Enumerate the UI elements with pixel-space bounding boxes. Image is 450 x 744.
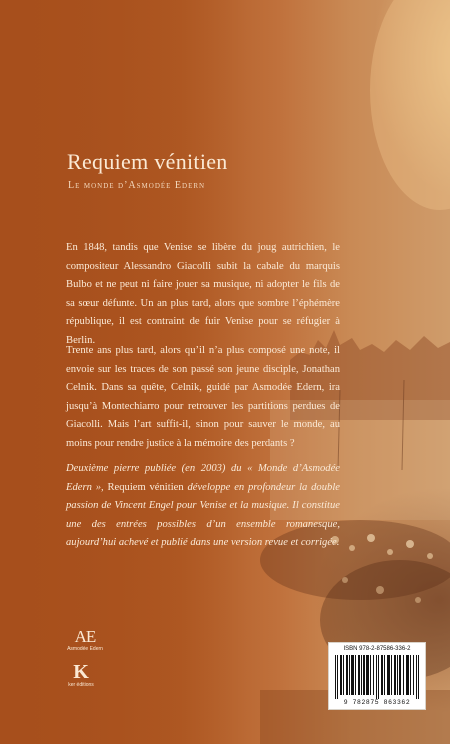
blurb-paragraph (66, 460, 340, 553)
ae-monogram: AE (74, 627, 96, 646)
asmodee-edern-logo (65, 628, 105, 653)
ker-monogram: K (73, 661, 89, 683)
ker-logo-label: ker éditions (68, 682, 94, 688)
isbn-barcode-box (328, 642, 426, 710)
book-title: Requiem vénitien (67, 149, 228, 174)
series-subtitle: Le monde d’Asmodée Edern (68, 180, 206, 191)
barcode-digits: 9 782875 863362 (343, 699, 411, 706)
blurb-book-title: Requiem vénitien (107, 481, 184, 493)
barcode (333, 655, 421, 699)
ker-editions-logo (64, 662, 98, 689)
synopsis-paragraph-1: En 1848, tandis que Venise se libère du joug autrichien, le compositeur Alessandro Giacolli subit la cabale du marquis Bulbo et ne peut ni faire jouer sa musique, ni adopter le fils de sa sœur défunte. Un an plus tard, alors que sombre l’éphémère république, il est contraint de fuir Venise pour se réfugier à Berlin. (66, 242, 340, 346)
ae-logo-label: Asmodée Edern (67, 646, 103, 652)
synopsis-paragraph-2: Trente ans plus tard, alors qu’il n’a plus composé une note, il envoie sur les traces de son passé son jeune disciple, Jonathan Celnik. Dans sa quête, Celnik, guidé par Asmodée Edern, ira jusqu’à Montechiarro pour retrouver les partitions perdues de Giacolli. Mais l’art suffit-il, sinon pour sauver le monde, au moins pour rendre justice à la mémoire des perdants ? (66, 345, 340, 449)
blurb-part-1: Deuxième pierre publiée (en 2003) du « Monde d’Asmodée Edern », (66, 463, 340, 493)
isbn-number: ISBN 978-2-87586-336-2 (343, 646, 411, 652)
blurb-part-2: développe en profondeur la double passion de Vincent Engel pour Venise et la musique. Il constitue une des entrées possibles d’un ensemble romanesque, aujourd’hui achevé et publié dans une version revue et corrigée. (66, 481, 340, 548)
